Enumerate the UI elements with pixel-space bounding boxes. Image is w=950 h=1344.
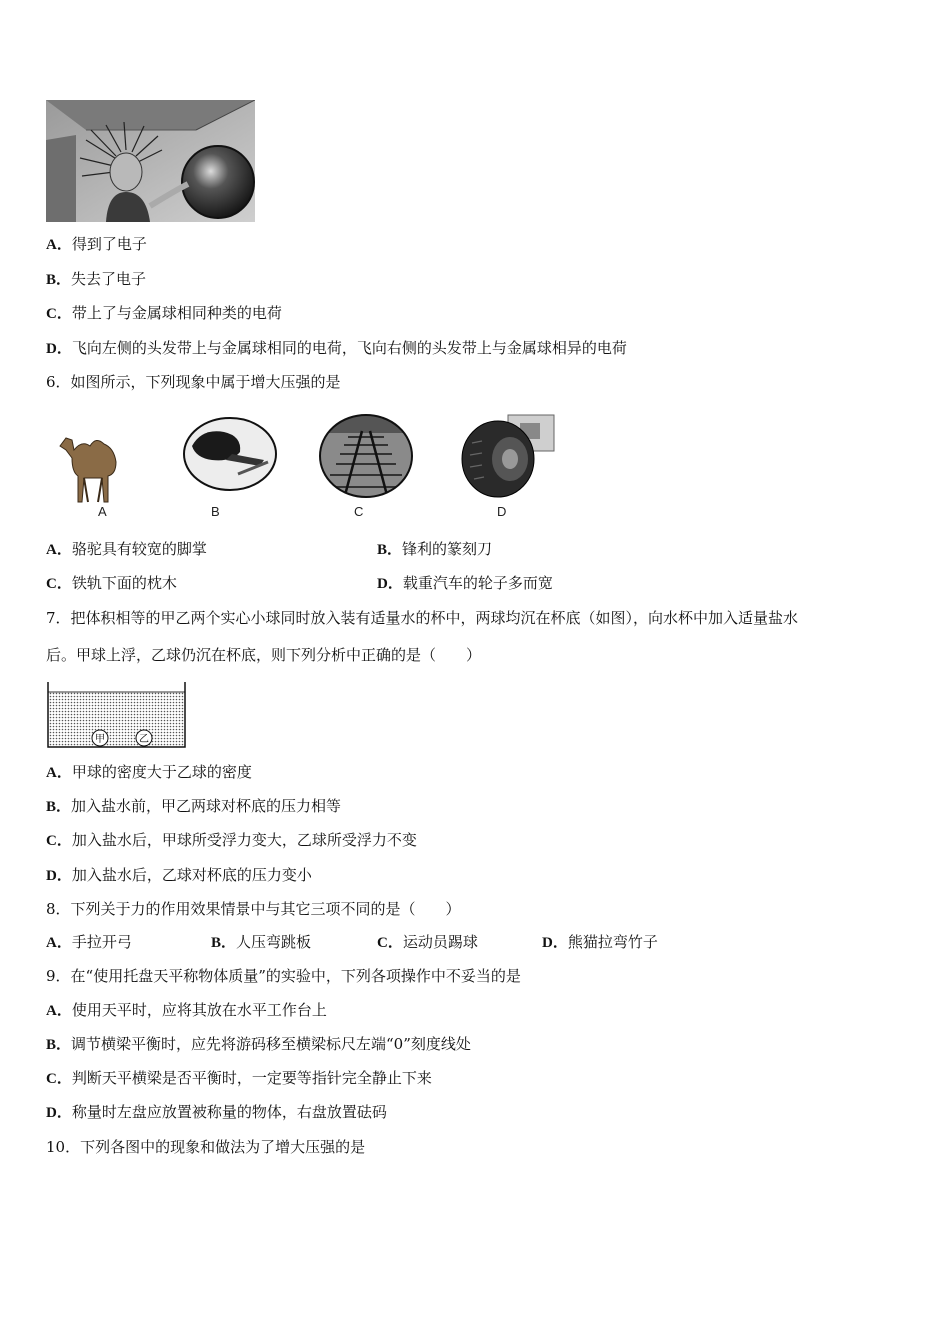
q5-option-c: C．带上了与金属球相同种类的电荷 [46, 304, 282, 322]
q8-stem: 8．下列关于力的作用效果情景中与其它三项不同的是（ ） [46, 900, 461, 918]
q6-option-b: B．锋利的篆刻刀 [377, 540, 493, 558]
q6-stem: 6．如图所示，下列现象中属于增大压强的是 [46, 373, 341, 391]
carving-knife-figure [182, 416, 278, 492]
q7-stem-line-2: 后。甲球上浮，乙球仍沉在杯底，则下列分析中正确的是（ ） [46, 646, 482, 664]
q7-option-d: D．加入盐水后，乙球对杯底的压力变小 [46, 866, 312, 884]
q6-option-a: A．骆驼具有较宽的脚掌 [46, 540, 207, 558]
q7-stem-line-1: 7．把体积相等的甲乙两个实心小球同时放入装有适量水的杯中，两球均沉在杯底（如图），向水杯中加入适量盐水 [46, 609, 799, 627]
q5-option-b: B．失去了电子 [46, 270, 147, 288]
truck-wheels-figure [460, 413, 556, 499]
q6-option-d: D．载重汽车的轮子多而宽 [377, 574, 553, 592]
q9-option-a: A．使用天平时，应将其放在水平工作台上 [46, 1001, 327, 1019]
q8-option-a: A．手拉开弓 [46, 933, 132, 951]
q6-figure-label-d: D [497, 504, 507, 519]
q6-figure-label-b: B [211, 504, 220, 519]
camel-figure [52, 428, 124, 506]
q8-option-d: D．熊猫拉弯竹子 [542, 933, 658, 951]
q7-option-c: C．加入盐水后，甲球所受浮力变大，乙球所受浮力不变 [46, 831, 417, 849]
q7-option-b: B．加入盐水前，甲乙两球对杯底的压力相等 [46, 797, 342, 815]
q6-figure-label-c: C [354, 504, 364, 519]
q5-option-d: D．飞向左侧的头发带上与金属球相同的电荷，飞向右侧的头发带上与金属球相异的电荷 [46, 339, 627, 357]
q9-option-b: B．调节横梁平衡时，应先将游码移至横梁标尺左端“0”刻度线处 [46, 1035, 471, 1053]
q9-option-d: D．称量时左盘应放置被称量的物体，右盘放置砝码 [46, 1103, 387, 1121]
q8-option-c: C．运动员踢球 [377, 933, 478, 951]
q6-option-c: C．铁轨下面的枕木 [46, 574, 177, 592]
ball-jia-label: 甲 [95, 734, 105, 745]
q9-stem: 9．在“使用托盘天平称物体质量”的实验中，下列各项操作中不妥当的是 [46, 967, 521, 985]
beaker-figure [46, 680, 188, 750]
q8-option-b: B．人压弯跳板 [211, 933, 312, 951]
q6-figure-label-a: A [98, 504, 107, 519]
q10-stem: 10．下列各图中的现象和做法为了增大压强的是 [46, 1138, 366, 1156]
q5-option-a: A．得到了电子 [46, 235, 147, 253]
ball-yi-label: 乙 [139, 734, 149, 745]
q9-option-c: C．判断天平横梁是否平衡时，一定要等指针完全静止下来 [46, 1069, 432, 1087]
q7-option-a: A．甲球的密度大于乙球的密度 [46, 763, 252, 781]
railway-tracks-figure [318, 413, 414, 499]
girl-metal-ball-photo [46, 100, 255, 222]
